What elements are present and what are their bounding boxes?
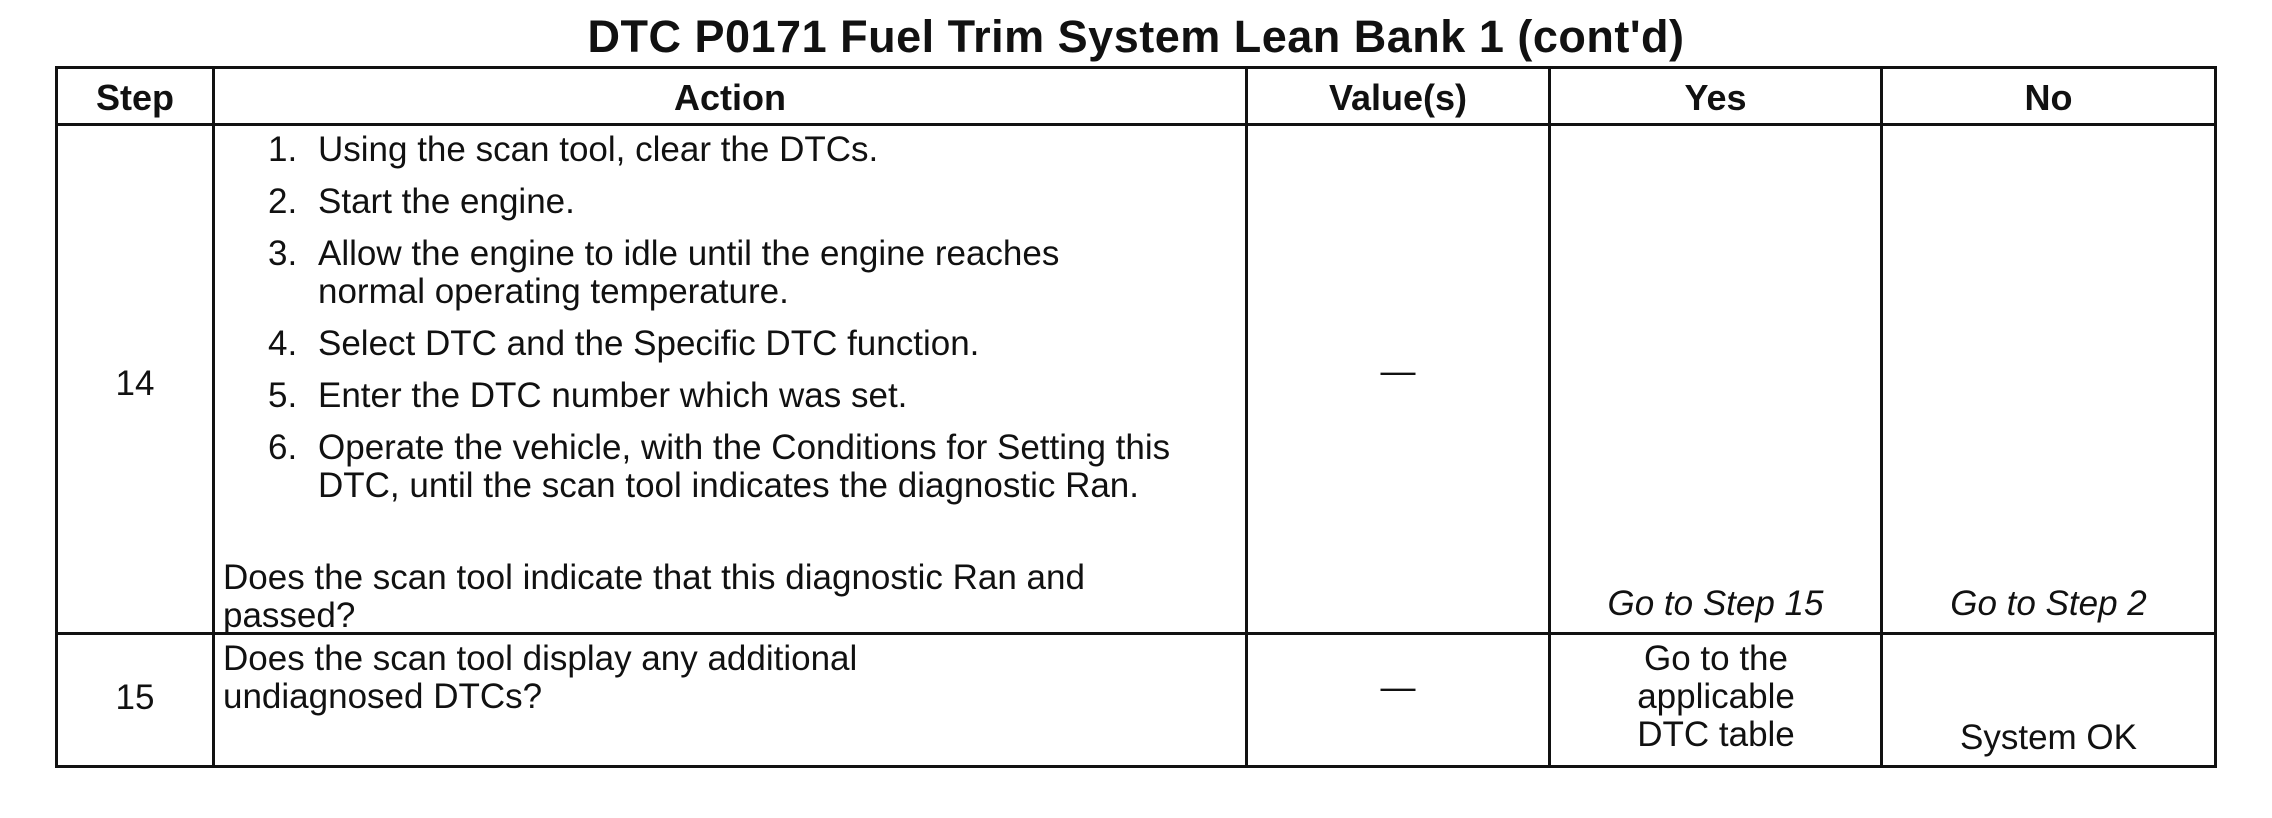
step-item-text: Allow the engine to idle until the engine reaches normal operating temperature. xyxy=(318,234,1060,311)
list-item xyxy=(218,429,1238,505)
step-item-text: Start the engine. xyxy=(318,182,575,221)
column-divider xyxy=(1548,69,1551,765)
value-cell: — xyxy=(1380,352,1416,391)
step-number: 15 xyxy=(115,678,155,717)
step-item-number: 3. xyxy=(268,234,298,273)
step-item-number: 5. xyxy=(268,376,298,415)
header-yes: Yes xyxy=(1684,77,1747,118)
dtc-table xyxy=(55,66,2217,768)
yes-cell: Go to Step 15 xyxy=(1607,584,1824,623)
header-values: Value(s) xyxy=(1328,77,1468,118)
list-item xyxy=(218,131,1238,169)
no-cell: System OK xyxy=(1960,718,2137,757)
value-cell: — xyxy=(1380,668,1416,707)
list-item xyxy=(218,183,1238,221)
yes-cell: Go to the applicable DTC table xyxy=(1637,639,1795,754)
step-item-number: 4. xyxy=(268,324,298,363)
header-step: Step xyxy=(95,77,174,118)
no-cell: Go to Step 2 xyxy=(1950,584,2147,623)
header-divider xyxy=(58,123,2214,126)
column-divider xyxy=(1880,69,1883,765)
step-item-text: Select DTC and the Specific DTC function. xyxy=(318,324,980,363)
action-question: Does the scan tool display any additional undiagnosed DTCs? xyxy=(223,639,858,716)
column-divider xyxy=(1245,69,1248,765)
step-item-text: Using the scan tool, clear the DTCs. xyxy=(318,130,879,169)
step-item-number: 6. xyxy=(268,428,298,467)
list-item xyxy=(218,325,1238,363)
list-item xyxy=(218,377,1238,415)
page-title: DTC P0171 Fuel Trim System Lean Bank 1 (cont'd) xyxy=(587,11,1685,62)
column-divider xyxy=(212,69,215,765)
step-item-text: Enter the DTC number which was set. xyxy=(318,376,908,415)
step-number: 14 xyxy=(115,364,155,403)
header-action: Action xyxy=(674,77,786,118)
action-steps-list xyxy=(218,131,1238,505)
step-item-number: 1. xyxy=(268,130,298,169)
step-item-number: 2. xyxy=(268,182,298,221)
action-cell xyxy=(218,131,1238,519)
list-item xyxy=(218,235,1238,311)
header-no: No xyxy=(2024,77,2073,118)
action-question: Does the scan tool indicate that this diagnostic Ran and passed? xyxy=(223,558,1085,635)
step-item-text: Operate the vehicle, with the Conditions for Setting this DTC, until the scan tool indicates the diagnostic Ran. xyxy=(318,428,1171,505)
